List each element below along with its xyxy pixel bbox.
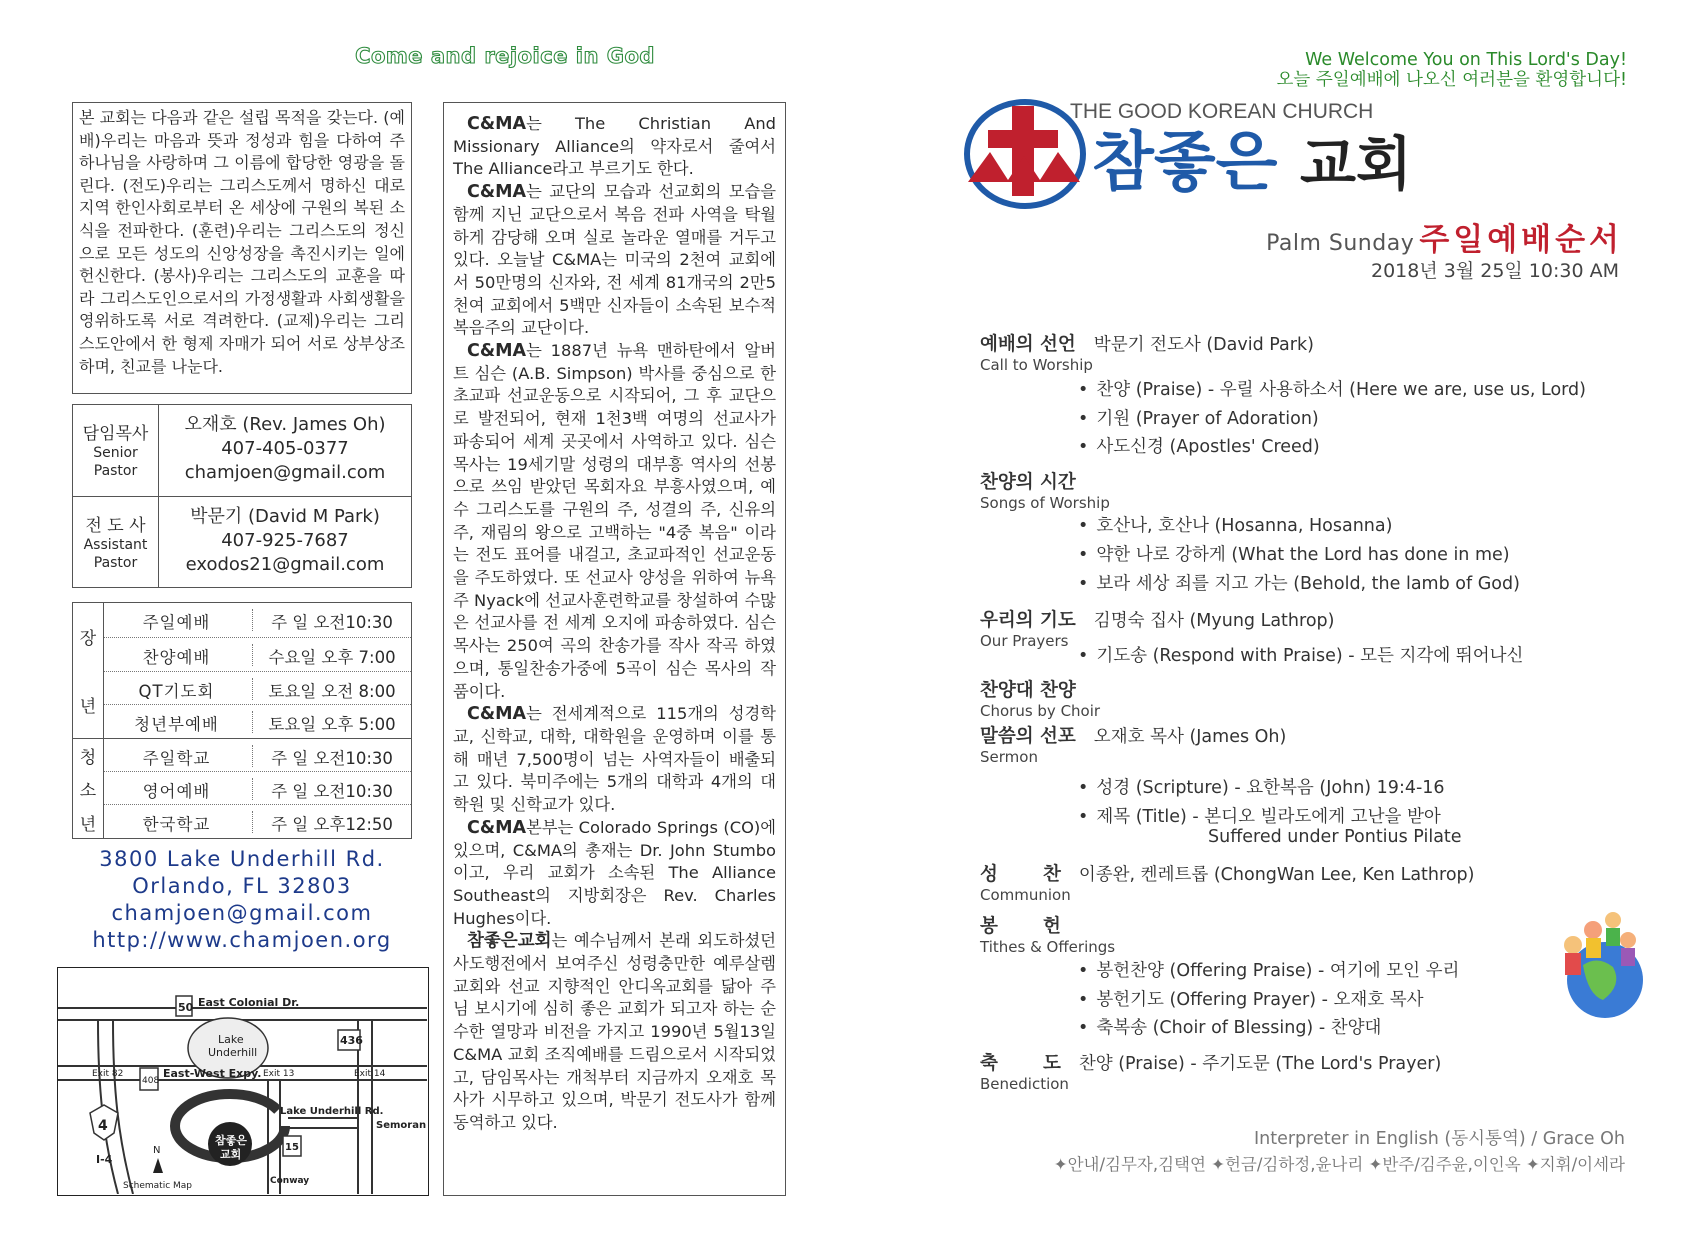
service-date: 2018년 3월 25일 10:30 AM: [1371, 260, 1619, 282]
welcome-message: [1277, 50, 1627, 90]
schedule-table: [72, 602, 412, 839]
schedule-row: [104, 637, 411, 671]
section-title: 예배의 선언: [980, 334, 1076, 355]
staff-name: 오재호 (Rev. James Oh): [184, 414, 386, 435]
schedule-name: 청년부예배: [134, 715, 219, 734]
worship-item: • 보라 세상 죄를 지고 가는 (Behold, the lamb of God): [1078, 570, 1520, 595]
cma-paragraph: [453, 930, 776, 1134]
map-drawing: [58, 968, 427, 1194]
group-char: 장: [79, 629, 97, 650]
section-english: Songs of Worship: [980, 494, 1110, 512]
group-char: 청: [79, 748, 97, 769]
street-address: 3800 Lake Underhill Rd.: [99, 847, 385, 871]
staff-table: [72, 404, 412, 588]
cma-paragraph: [453, 340, 776, 703]
worship-section: [980, 676, 1100, 720]
worship-section: [980, 1049, 1441, 1093]
role-korean: 전 도 사: [85, 516, 146, 536]
map-label-lake: Lake: [218, 1033, 244, 1046]
cma-text: 본부는 Colorado Springs (CO)에 있으며, C&MA의 총재는 Dr. John Stumbo이고, 우리 교회가 소속된 The Alliance Southeast의 지방회장은 Rev. Charles Hughes이다.: [453, 817, 776, 928]
map-label-east-west: East-West Expy.: [163, 1067, 262, 1080]
section-person: 찬양 (Praise) - 주기도문 (The Lord's Prayer): [1078, 1054, 1442, 1074]
role-english: Senior: [93, 445, 138, 461]
worship-item: • 약한 나로 강하게 (What the Lord has done in me): [1078, 541, 1510, 566]
group-char: 소: [79, 781, 97, 802]
globe-kids-illustration: [1553, 905, 1643, 1020]
section-title: 축 도: [980, 1053, 1061, 1074]
interpreter-note: Interpreter in English (동시통역) / Grace Oh: [1253, 1129, 1625, 1149]
section-person: 이종완, 켄레트롭 (ChongWan Lee, Ken Lathrop): [1078, 865, 1475, 885]
group-char: 년: [79, 696, 97, 717]
worship-item: • 축복송 (Choir of Blessing) - 찬양대: [1078, 1014, 1381, 1039]
group-char: 년: [79, 814, 97, 835]
city-address: Orlando, FL 32803: [132, 874, 352, 898]
schematic-map: [57, 967, 429, 1196]
worship-item: • 제목 (Title) - 본디오 빌라도에게 고난을 받아: [1078, 803, 1441, 828]
cma-bold: C&MA: [467, 341, 527, 362]
staff-phone: 407-925-7687: [221, 530, 349, 551]
staff-info: [159, 505, 411, 577]
map-label-408: 408: [142, 1076, 160, 1086]
worship-item: • 성경 (Scripture) - 요한복음 (John) 19:4-16: [1078, 774, 1445, 799]
worship-section: [980, 722, 1286, 766]
welcome-korean: 오늘 주일예배에 나오신 여러분을 환영합니다!: [1276, 70, 1627, 90]
palm-sunday-label: Palm Sunday: [1266, 231, 1415, 256]
schedule-row: [104, 738, 411, 772]
cma-paragraph: [453, 113, 776, 181]
contact-email[interactable]: chamjoen@gmail.com: [111, 901, 373, 925]
map-label-50: 50: [178, 1001, 194, 1014]
cma-bold: C&MA: [467, 704, 527, 725]
section-english: Benediction: [980, 1075, 1069, 1093]
service-title: [1266, 214, 1623, 259]
cma-paragraph: [453, 817, 776, 931]
schedule-row: [104, 704, 411, 738]
schedule-time: 토요일 오후 5:00: [252, 711, 411, 733]
worship-item: • 기원 (Prayer of Adoration): [1078, 405, 1319, 430]
staff-role: [73, 497, 159, 588]
globe-icon: [1553, 905, 1643, 1020]
cma-paragraph: [453, 703, 776, 817]
schedule-name: 주일예배: [142, 613, 211, 632]
map-label-exit13: Exit 13: [263, 1069, 295, 1079]
section-english: Chorus by Choir: [980, 702, 1101, 720]
cma-text: 는 The Christian And Missionary Alliance의 약자로서 줄여서 The Alliance라고 부르기도 한다.: [453, 114, 776, 179]
role-english: Pastor: [93, 463, 138, 479]
worship-item: • 호산나, 호산나 (Hosanna, Hosanna): [1078, 512, 1392, 537]
role-english: Pastor: [93, 555, 138, 571]
section-title: 찬양대 찬양: [980, 680, 1076, 701]
map-label-4: 4: [98, 1118, 108, 1134]
cma-bold: 참좋은교회: [467, 931, 552, 952]
map-label-church2: 교회: [220, 1148, 242, 1161]
cma-text: 는 교단의 모습과 선교회의 모습을 함께 지닌 교단으로서 복음 전파 사역을 탁월하게 감당해 오며 실로 놀라운 열매를 거두고 있다. 오늘날 C&MA는 미국의 2천여 교회에서 50만명의 신자와, 전 세계 81개국의 2만5천여 교회에서 5백만 신자들이 소속된 보수적 복음주의 교단이다.: [453, 182, 776, 338]
cma-bold: C&MA: [467, 817, 527, 838]
section-english: Communion: [980, 886, 1071, 904]
cma-description-box: [443, 102, 786, 1196]
section-english: Our Prayers: [980, 632, 1069, 650]
logo-korean-text: 참좋은: [1092, 126, 1278, 200]
worship-section: [980, 330, 1314, 374]
schedule-time: 주 일 오전10:30: [252, 745, 411, 767]
map-label-exit14: Exit 14: [354, 1069, 386, 1079]
role-korean: 담임목사: [82, 424, 149, 444]
staff-email: chamjoen@gmail.com: [184, 462, 386, 483]
church-purpose-box: [72, 102, 412, 394]
section-title: 우리의 기도: [980, 610, 1076, 631]
schedule-group-youth: [73, 738, 104, 839]
map-label-15: 15: [285, 1142, 299, 1153]
schedule-row: [104, 603, 411, 636]
staff-row-assistant: [73, 496, 411, 588]
cma-bold: C&MA: [467, 182, 527, 203]
welcome-english: We Welcome You on This Lord's Day!: [1305, 50, 1627, 70]
staff-phone: 407-405-0377: [221, 438, 349, 459]
worship-item: • 찬양 (Praise) - 우릴 사용하소서 (Here we are, use us, Lord): [1078, 376, 1586, 401]
schedule-name: 주일학교: [142, 749, 211, 768]
map-label-church: 참좋은: [215, 1134, 247, 1147]
staff-row-senior: [73, 405, 411, 496]
purpose-text: 본 교회는 다음과 같은 설립 목적을 갖는다. (예배)우리는 마음과 뜻과 정성과 힘을 다하여 주 하나님을 사랑하며 그 이름에 합당한 영광을 돌린다. (전도)우리는 그리스도께서 명하신 대로 지역 한인사회로부터 온 세상에 구원의 복된 소식을 전파한다. (훈련)우리는 그리스도의 정신으로 모든 성도의 신앙성장을 촉진시키는 일에 헌신한다. (봉사)우리는 그리스도의 교훈을 따라 그리스도인으로서의 가정생활과 사회생활을 영위하도록 서로 격려한다. (교제)우리는 그리스도안에서 한 형제 자매가 되어 서로 상부상조하며, 친교를 나눈다.: [79, 108, 405, 376]
map-label-underhill: Underhill: [208, 1046, 258, 1059]
section-title: 찬양의 시간: [980, 472, 1076, 493]
banner-title: Come and rejoice in God: [355, 44, 655, 68]
schedule-group-adult: [73, 603, 104, 738]
schedule-time: 토요일 오전 8:00: [252, 678, 411, 700]
worship-section: [980, 912, 1115, 956]
staff-name: 박문기 (David M Park): [190, 506, 380, 527]
worship-section: [980, 468, 1110, 512]
worship-item: • 사도신경 (Apostles' Creed): [1078, 433, 1320, 458]
schedule-time: 주 일 오전10:30: [252, 778, 411, 800]
map-label-east-colonial: East Colonial Dr.: [198, 996, 300, 1009]
section-title: 성 찬: [980, 864, 1061, 885]
map-label-n: N: [153, 1145, 161, 1156]
map-label-lake-underhill-rd: Lake Underhill Rd.: [280, 1106, 384, 1117]
website-link[interactable]: http://www.chamjoen.org: [92, 928, 392, 952]
worship-item: • 기도송 (Respond with Praise) - 모든 지각에 뛰어나신: [1078, 642, 1523, 667]
cma-text: 는 예수님께서 본래 외도하셨던 사도행전에서 보여주신 성령충만한 예루살렘교회와 선교 지향적인 안디옥교회를 닮아 주님 보시기에 심히 좋은 교회가 되고자 하는 순수한 열망과 비전을 가지고 1990년 5월13일 C&MA 교회 조직예배를 드림으로서 시작되었고, 담임목사는 개척부터 지금까지 오재호 목사가 시무하고 있으며, 박문기 전도사가 함께 동역하고 있다.: [453, 931, 776, 1132]
worship-item-continued: Suffered under Pontius Pilate: [1208, 827, 1462, 847]
staff-email: exodos21@gmail.com: [185, 554, 385, 575]
section-english: Call to Worship: [980, 356, 1093, 374]
schedule-time: 주 일 오후12:50: [252, 811, 411, 833]
map-label-436: 436: [340, 1034, 363, 1047]
section-title: 봉 헌: [980, 916, 1061, 937]
schedule-time: 수요일 오후 7:00: [252, 644, 411, 666]
logo-english-text: THE GOOD KOREAN CHURCH: [1070, 100, 1374, 123]
map-label-exit82: Exit 82: [92, 1069, 124, 1079]
worship-item: • 봉헌기도 (Offering Prayer) - 오재호 목사: [1078, 986, 1424, 1011]
schedule-name: 영어예배: [142, 782, 211, 801]
map-label-schematic: Schematic Map: [123, 1181, 193, 1191]
logo-korean-text2: 교회: [1300, 130, 1413, 198]
staff-info: [159, 413, 411, 485]
role-english: Assistant: [83, 537, 148, 553]
schedule-row: [104, 771, 411, 805]
cma-paragraph: [453, 181, 776, 340]
cma-text: 는 1887년 뉴욕 맨하탄에서 알버트 심슨 (A.B. Simpson) 박사를 중심으로 한 초교파 선교운동으로 시작되어, 그 후 교단으로 발전되어, 현재 1천3백 여명의 선교사가 파송되어 세계 곳곳에서 사역하고 있다. 심슨 목사는 19세기말 성령의 대부흥 역사의 선봉으로 쓰임 받았던 목회자요 부흥사였으며, 예수 그리스도를 구원의 주, 성결의 주, 신유의 주, 재림의 왕으로 고백하는 "4중 복음" 이라는 전도 표어를 내걸고, 초교파적인 선교운동을 주도하였다. 또 선교사 양성을 위하여 뉴욕주 Nyack에 선교사훈련학교를 창설하여 수많은 선교사를 전 세계 오지에 파송하였다. 심슨 목사는 250여 곡의 찬송가를 작사 작곡 하였으며, 통일찬송가중에 5곡이 심슨 목사의 작품이다.: [453, 341, 776, 701]
order-of-worship-title: 주일예배순서: [1419, 222, 1623, 258]
worship-item: • 봉헌찬양 (Offering Praise) - 여기에 모인 우리: [1078, 957, 1459, 982]
schedule-time: 주 일 오전10:30: [252, 609, 411, 631]
map-label-conway: Conway: [270, 1176, 310, 1186]
schedule-name: QT기도회: [138, 682, 215, 701]
schedule-name: 찬양예배: [142, 648, 211, 667]
logo-emblem: [960, 92, 1520, 212]
map-label-semoran: Semoran: [376, 1120, 427, 1131]
section-english: Tithes & Offerings: [980, 938, 1116, 956]
schedule-row: [104, 804, 411, 838]
church-address: [72, 846, 412, 954]
section-title: 말씀의 선포: [980, 726, 1076, 747]
worship-section: [980, 860, 1474, 904]
section-english: Sermon: [980, 748, 1038, 766]
section-person: 박문기 전도사 (David Park): [1093, 335, 1314, 355]
schedule-name: 한국학교: [142, 815, 211, 834]
church-logo: [960, 92, 1520, 212]
schedule-row: [104, 671, 411, 705]
cma-bold: C&MA: [467, 114, 527, 134]
cma-text: 는 전세계적으로 115개의 성경학교, 신학교, 대학, 대학원을 운영하며 이를 통해 매년 7,500명이 넘는 사역자들이 배출되고 있다. 북미주에는 5개의 대학과 4개의 대학원 및 신학교가 있다.: [453, 704, 776, 815]
service-helpers: ✦안내/김무자,김택연 ✦헌금/김하정,윤나리 ✦반주/김주윤,이인옥 ✦지휘/이세라: [1053, 1155, 1625, 1174]
section-person: 김명숙 집사 (Myung Lathrop): [1093, 611, 1335, 631]
staff-role: [73, 405, 159, 496]
map-label-i4: I-4: [96, 1153, 113, 1166]
section-person: 오재호 목사 (James Oh): [1093, 727, 1287, 747]
